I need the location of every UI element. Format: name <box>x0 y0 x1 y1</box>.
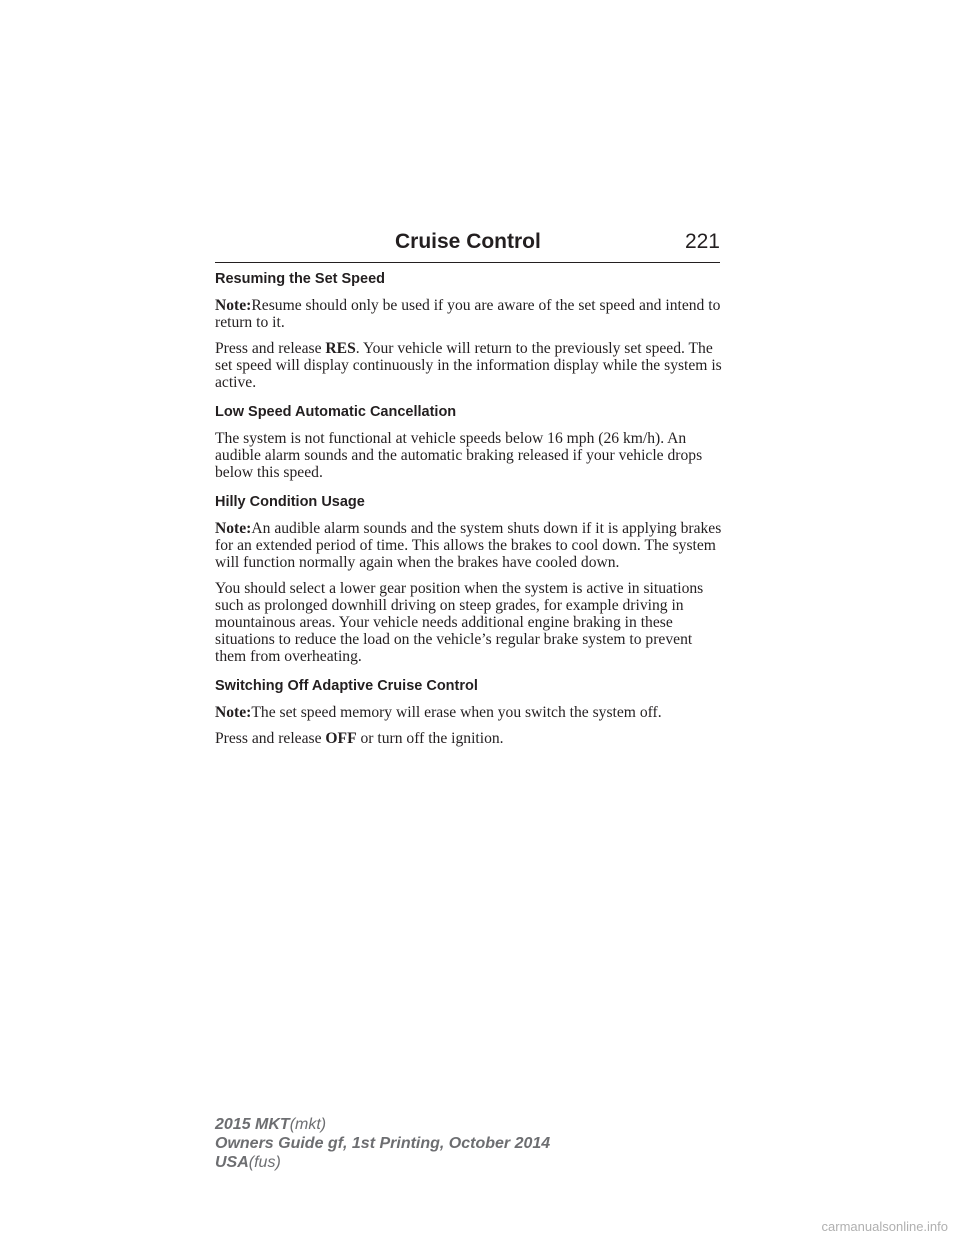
note-switch-off <box>215 704 725 721</box>
text-run: or turn off the ignition. <box>356 730 504 747</box>
footer-printing-line: Owners Guide gf, 1st Printing, October 2014 <box>215 1135 551 1152</box>
note-label: Note: <box>215 520 252 537</box>
section-heading-low-speed: Low Speed Automatic Cancellation <box>215 404 457 420</box>
note-text: The set speed memory will erase when you switch the system off. <box>251 704 662 721</box>
text-run: . Your vehicle will return to the previously set speed. The set speed will display continuously in the information display while the system is active. <box>215 340 722 391</box>
footer-model-line <box>215 1115 550 1134</box>
section-heading-switch-off: Switching Off Adaptive Cruise Control <box>215 678 478 694</box>
note-text: Resume should only be used if you are aware of the set speed and intend to return to it. <box>215 297 721 331</box>
note-label: Note: <box>215 297 252 314</box>
note-hilly <box>215 520 725 571</box>
res-key: RES <box>325 340 356 357</box>
watermark: carmanualsonline.info <box>821 1219 948 1234</box>
page-number: 221 <box>684 230 720 253</box>
off-key: OFF <box>325 730 357 747</box>
note-label: Note: <box>215 704 252 721</box>
footer-market: USA <box>215 1154 249 1171</box>
page-footer <box>215 1115 550 1172</box>
page-content <box>215 271 725 756</box>
section-heading-resuming: Resuming the Set Speed <box>215 271 386 287</box>
page-title: Cruise Control <box>395 230 541 253</box>
text-run: Press and release <box>215 340 326 357</box>
page-header <box>215 226 720 263</box>
text-run: Press and release <box>215 730 326 747</box>
paragraph-low-speed: The system is not functional at vehicle speeds below 16 mph (26 km/h). An audible alarm sounds and the automatic braking released if your vehicle drops below this speed. <box>215 430 703 481</box>
footer-model: 2015 MKT <box>215 1116 290 1133</box>
note-resuming <box>215 297 725 331</box>
section-heading-hilly: Hilly Condition Usage <box>215 494 365 510</box>
footer-model-code: (mkt) <box>289 1116 327 1133</box>
paragraph-switch-off <box>215 730 725 747</box>
note-text: An audible alarm sounds and the system shuts down if it is applying brakes for an extended period of time. This allows the brakes to cool down. The system will function normally again when the brakes have cooled down. <box>215 520 722 571</box>
footer-market-line <box>215 1153 550 1172</box>
paragraph-hilly: You should select a lower gear position when the system is active in situations such as prolonged downhill driving on steep grades, for example driving in mountainous areas. Your vehicle needs additional engine braking in these situations to reduce the load on the vehicle’s regular brake system to prevent them from overheating. <box>215 580 704 665</box>
paragraph-resuming <box>215 340 725 391</box>
footer-market-code: (fus) <box>248 1154 281 1171</box>
